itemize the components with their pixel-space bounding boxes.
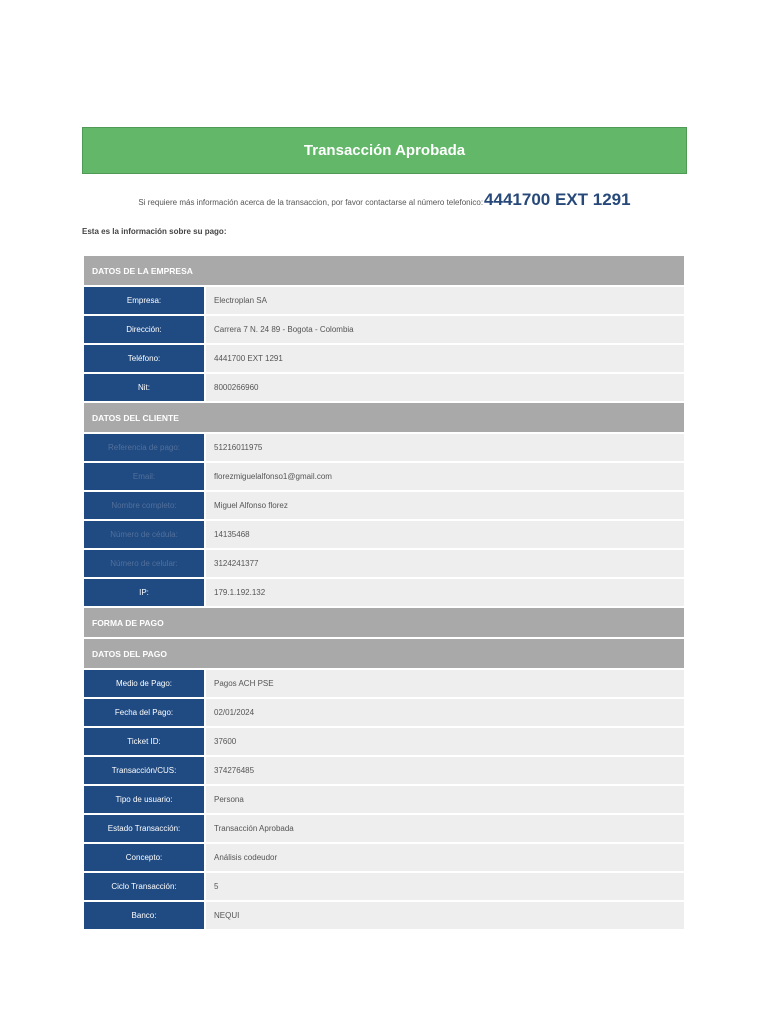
- row-value: 3124241377: [206, 550, 684, 577]
- row-label: Transacción/CUS:: [84, 757, 204, 784]
- row-label: Email:: [84, 463, 204, 490]
- row-label: Empresa:: [84, 287, 204, 314]
- table-row: [84, 815, 684, 842]
- table-row: [84, 579, 684, 606]
- row-value: 5: [206, 873, 684, 900]
- contact-text: Si requiere más información acerca de la transaccion, por favor contactarse al número telefonico:: [138, 198, 484, 207]
- row-value: Pagos ACH PSE: [206, 670, 684, 697]
- table-row: [84, 873, 684, 900]
- table-row: [84, 786, 684, 813]
- table-row: [84, 728, 684, 755]
- row-value: 51216011975: [206, 434, 684, 461]
- row-label: Nit:: [84, 374, 204, 401]
- row-label: Número de cédula:: [84, 521, 204, 548]
- banner-title: Transacción Aprobada: [303, 142, 466, 159]
- row-label: Ciclo Transacción:: [84, 873, 204, 900]
- row-label: Número de celular:: [84, 550, 204, 577]
- row-label: Banco:: [84, 902, 204, 929]
- row-value: Electroplan SA: [206, 287, 684, 314]
- row-label: Fecha del Pago:: [84, 699, 204, 726]
- section-header-empresa: DATOS DE LA EMPRESA: [84, 256, 684, 285]
- payment-details-table: [84, 256, 684, 931]
- table-row: [84, 492, 684, 519]
- contact-phone: 4441700 EXT 1291: [484, 190, 631, 209]
- section-header-pago: DATOS DEL PAGO: [84, 639, 684, 668]
- row-value: NEQUI: [206, 902, 684, 929]
- row-label: Nombre completo:: [84, 492, 204, 519]
- table-row: [84, 902, 684, 929]
- row-value: 37600: [206, 728, 684, 755]
- row-value: Transacción Aprobada: [206, 815, 684, 842]
- row-value: florezmiguelalfonso1@gmail.com: [206, 463, 684, 490]
- table-row: [84, 316, 684, 343]
- row-label: Referencia de pago:: [84, 434, 204, 461]
- table-row: [84, 287, 684, 314]
- table-row: [84, 550, 684, 577]
- row-value: Carrera 7 N. 24 89 - Bogota - Colombia: [206, 316, 684, 343]
- contact-line: [82, 190, 687, 210]
- intro-text: Esta es la información sobre su pago:: [82, 227, 227, 236]
- table-row: [84, 699, 684, 726]
- row-label: IP:: [84, 579, 204, 606]
- row-value: 8000266960: [206, 374, 684, 401]
- row-label: Teléfono:: [84, 345, 204, 372]
- row-value: 374276485: [206, 757, 684, 784]
- table-row: [84, 345, 684, 372]
- row-value: 179.1.192.132: [206, 579, 684, 606]
- row-value: 02/01/2024: [206, 699, 684, 726]
- table-row: [84, 374, 684, 401]
- row-value: Análisis codeudor: [206, 844, 684, 871]
- row-value: Persona: [206, 786, 684, 813]
- table-row: [84, 434, 684, 461]
- row-label: Ticket ID:: [84, 728, 204, 755]
- row-value: 14135468: [206, 521, 684, 548]
- approval-banner: [82, 127, 687, 174]
- row-label: Medio de Pago:: [84, 670, 204, 697]
- row-label: Estado Transacción:: [84, 815, 204, 842]
- table-row: [84, 757, 684, 784]
- section-header-cliente: DATOS DEL CLIENTE: [84, 403, 684, 432]
- table-row: [84, 844, 684, 871]
- row-value: 4441700 EXT 1291: [206, 345, 684, 372]
- section-header-forma-pago: FORMA DE PAGO: [84, 608, 684, 637]
- table-row: [84, 670, 684, 697]
- row-label: Concepto:: [84, 844, 204, 871]
- row-label: Tipo de usuario:: [84, 786, 204, 813]
- table-row: [84, 521, 684, 548]
- row-value: Miguel Alfonso florez: [206, 492, 684, 519]
- table-row: [84, 463, 684, 490]
- row-label: Dirección:: [84, 316, 204, 343]
